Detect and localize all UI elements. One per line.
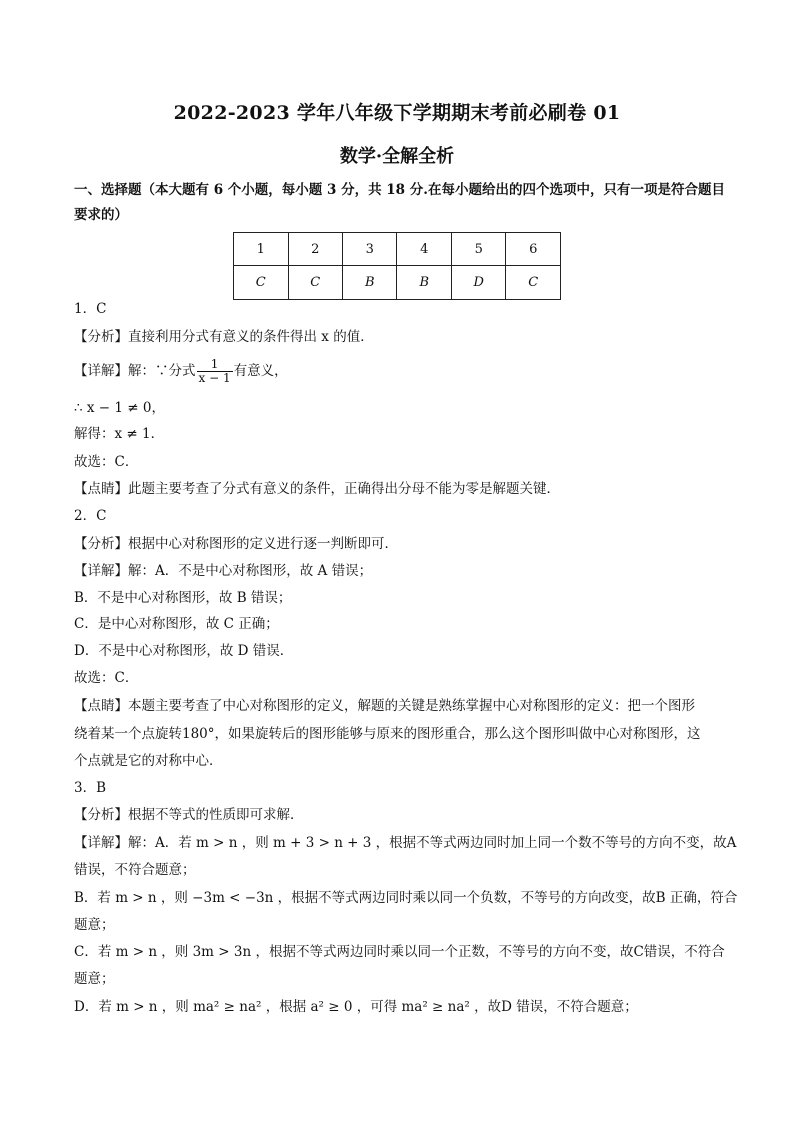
answer-number: 1: [234, 233, 289, 266]
q1-analysis: 【分析】直接利用分式有意义的条件得出 x 的值．: [74, 329, 374, 345]
answer-table-answer-row: [234, 266, 561, 300]
q3-option-b-line2: 题意；: [74, 917, 115, 933]
fraction: [197, 358, 233, 385]
section-heading-line1: 一、选择题（本大题有 6 个小题，每小题 3 分，共 18 分.在每小题给出的四个选项中，只有一项是符合题目: [74, 182, 725, 198]
answer-table: [233, 232, 561, 300]
q3-option-c-line2: 题意；: [74, 971, 115, 987]
answer-number: 4: [397, 233, 451, 266]
page-title: 2022-2023 学年八年级下学期期末考前必刷卷 01: [173, 102, 621, 124]
q3-analysis: 【分析】根据不等式的性质即可求解．: [74, 807, 304, 823]
q1-choose: 故选：C．: [74, 454, 139, 470]
q1-step2: 解得：x ≠ 1．: [74, 426, 165, 442]
q2-detail-b: B．不是中心对称图形，故 B 错误；: [74, 590, 292, 606]
q2-detail-a: 【详解】解：A．不是中心对称图形，故 A 错误；: [74, 563, 373, 579]
q2-detail-d: D．不是中心对称图形，故 D 错误．: [74, 643, 294, 659]
q2-label: 2．C: [74, 508, 107, 524]
answer-table-number-row: [234, 233, 561, 266]
answer-letter: C: [506, 266, 561, 300]
q2-comment-line3: 个点就是它的对称中心．: [74, 753, 223, 769]
q1-detail-prefix: 【详解】解：∵分式: [74, 363, 196, 379]
section-heading-line2: 要求的）: [74, 207, 128, 223]
q2-choose: 故选：C．: [74, 670, 139, 686]
q3-option-b-line1: B．若 m > n ，则 −3m < −3n ，根据不等式两边同时乘以同一个负数，不等号的方向改变，故B 正确，符合: [74, 890, 738, 906]
answer-number: 2: [288, 233, 343, 266]
q2-detail-c: C．是中心对称图形，故 C 正确；: [74, 616, 279, 632]
answer-letter: C: [234, 266, 289, 300]
answer-letter: B: [397, 266, 451, 300]
answer-number: 5: [451, 233, 506, 266]
q1-detail: [74, 358, 288, 385]
fraction-numerator: 1: [197, 358, 233, 372]
q1-detail-suffix: 有意义，: [233, 363, 288, 379]
fraction-denominator: x − 1: [198, 371, 231, 385]
q3-option-a-line1: 【详解】解：A．若 m > n ，则 m + 3 > n + 3 ，根据不等式两边同时加上同一个数不等号的方向不变，故A: [74, 835, 737, 851]
q3-label: 3．B: [74, 780, 107, 796]
answer-letter: B: [343, 266, 397, 300]
q1-step1: ∴ x − 1 ≠ 0，: [74, 400, 165, 416]
page-subtitle: 数学·全解全析: [339, 146, 455, 167]
q3-option-d-line1: D．若 m > n ，则 ma² ≥ na² ，根据 a² ≥ 0 ，可得 ma² ≥ na² ，故D 错误，不符合题意；: [74, 999, 638, 1015]
q2-analysis: 【分析】根据中心对称图形的定义进行逐一判断即可．: [74, 536, 398, 552]
q3-option-c-line1: C．若 m > n ，则 3m > 3n ，根据不等式两边同时乘以同一个正数，不等号的方向不变，故C错误，不符合: [74, 944, 725, 960]
answer-letter: D: [451, 266, 506, 300]
answer-letter: C: [288, 266, 343, 300]
q2-comment-line1: 【点睛】本题主要考查了中心对称图形的定义，解题的关键是熟练掌握中心对称图形的定义：把一个图形: [74, 698, 695, 714]
answer-number: 3: [343, 233, 397, 266]
q3-option-a-line2: 错误，不符合题意；: [74, 862, 196, 878]
answer-number: 6: [506, 233, 561, 266]
q1-comment: 【点睛】此题主要考查了分式有意义的条件，正确得出分母不能为零是解题关键．: [74, 481, 560, 497]
q1-label: 1．C: [74, 301, 107, 317]
q2-comment-line2: 绕着某一个点旋转180°，如果旋转后的图形能够与原来的图形重合，那么这个图形叫做中心对称图形，这: [74, 726, 701, 742]
